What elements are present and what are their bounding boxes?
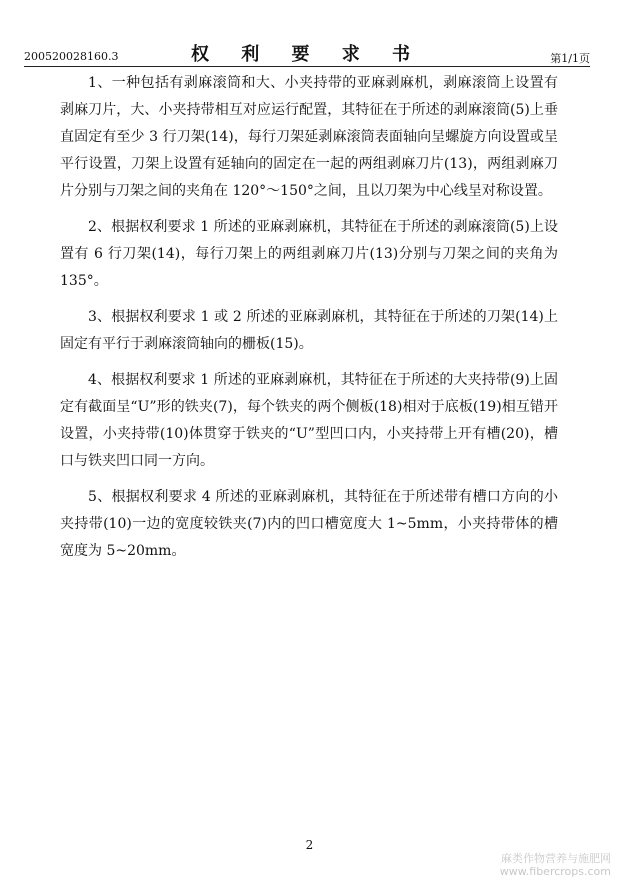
watermark-line-2: www.fibercrops.com	[499, 865, 611, 878]
header-rule	[24, 66, 590, 67]
claim-2: 2、根据权利要求 1 所述的亚麻剥麻机，其特征在于所述的剥麻滚筒(5)上设置有 6 行刀架(14)，每行刀架上的两组剥麻刀片(13)分别与刀架之间的夹角为 135°。	[60, 219, 558, 289]
page-info: 第1/1页	[550, 52, 590, 65]
document-title: 权 利 要 求 书	[190, 44, 424, 65]
claim-4: 4、根据权利要求 1 所述的亚麻剥麻机，其特征在于所述的大夹持带(9)上固定有截面呈“U”形的铁夹(7)，每个铁夹的两个侧板(18)相对于底板(19)相互错开设置，小夹持带(10)体贯穿于铁夹的“U”型凹口内，小夹持带上开有槽(20)，槽口与铁夹凹口同一方向。	[60, 372, 558, 469]
page-number: 2	[305, 838, 314, 852]
application-number: 200520028160.3	[24, 50, 119, 63]
claims-body	[60, 70, 558, 574]
claim-5: 5、根据权利要求 4 所述的亚麻剥麻机，其特征在于所述带有槽口方向的小夹持带(10)一边的宽度较铁夹(7)内的凹口槽宽度大 1~5mm，小夹持带体的槽宽度为 5~20mm。	[60, 489, 558, 559]
document-header	[24, 36, 590, 64]
watermark	[500, 852, 611, 878]
claim-1: 1、一种包括有剥麻滚筒和大、小夹持带的亚麻剥麻机，剥麻滚筒上设置有剥麻刀片，大、小夹持带相互对应运行配置，其特征在于所述的剥麻滚筒(5)上垂直固定有至少 3 行刀架(14)，每行刀架延剥麻滚筒表面轴向呈螺旋方向设置或呈平行设置，刀架上设置有延轴向的固定在一起的两组剥麻刀片(13)，两组剥麻刀片分别与刀架之间的夹角在 120°～150°之间，且以刀架为中心线呈对称设置。	[60, 75, 558, 199]
claim-3: 3、根据权利要求 1 或 2 所述的亚麻剥麻机，其特征在于所述的刀架(14)上固定有平行于剥麻滚筒轴向的栅板(15)。	[60, 309, 558, 352]
watermark-line-1: 麻类作物营养与施肥网	[501, 852, 611, 865]
